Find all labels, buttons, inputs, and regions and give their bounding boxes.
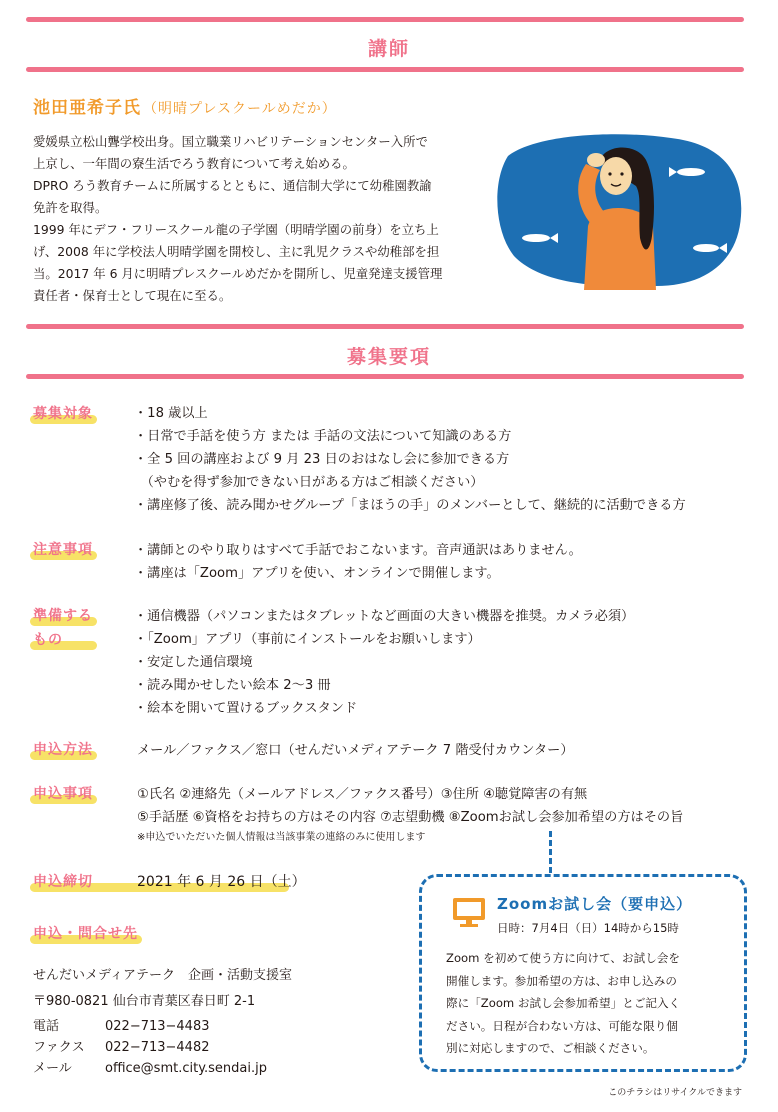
notes-label: 注意事項 [33,539,93,561]
recruitment-bottom-rule [26,374,744,379]
zoom-body-line: 開催します。参加希望の方は、お申し込みの [446,973,677,988]
list-item: ・講座修了後、読み聞かせグループ「まほうの手」のメンバーとして、継続的に活動できる方 [134,498,686,513]
zoom-body-line: ださい。日程が合わない方は、可能な限り個 [446,1018,678,1033]
zoom-connector-line [549,831,552,873]
bio-line: 愛媛県立松山聾学校出身。国立職業リハビリテーションセンター入所で [33,134,428,149]
bio-line: 免許を取得。 [33,200,108,215]
recruitment-section-title: 募集要項 [346,346,431,368]
list-item: ・講座は「Zoom」アプリを使い、オンラインで開催します。 [134,566,500,581]
zoom-body-line: 際に「Zoom お試し会参加希望」とご記入く [446,996,681,1010]
list-item: ・読み聞かせしたい絵本 2〜3 冊 [134,678,331,693]
privacy-note: ※申込でいただいた個人情報は当該事業の連絡のみに使用します [137,832,426,843]
bio-line: 責任者・保育士として現在に至る。 [33,288,232,303]
zoom-trial-title: Zoomお試し会（要申込） [497,895,693,913]
instructor-bottom-rule [26,67,744,72]
target-label: 募集対象 [33,403,93,425]
method-value: メール／ファクス／窓口（せんだいメディアテーク 7 階受付カウンター） [137,743,574,758]
instructor-section-title: 講師 [367,38,410,60]
list-item: ・「Zoom」アプリ（事前にインストールをお願いします） [134,632,481,647]
notes-list [134,539,582,585]
contact-fax-row: ファクス 022−713−4482 [33,1040,210,1055]
contact-address: 〒980-0821 仙台市青葉区春日町 2-1 [33,994,256,1009]
bio-line: 1999 年にデフ・フリースクール龍の子学園（明晴学園の前身）を立ち上 [33,222,439,237]
bio-line: げ、2008 年に学校法人明晴学園を開校し、主に乳児クラスや幼稚部を担 [33,244,440,259]
monitor-icon [452,897,486,929]
instructor-bio [33,131,485,307]
details-list [137,783,683,847]
target-list [134,402,686,517]
fax-number: 022−713−4482 [105,1040,210,1055]
zoom-body-line: Zoom を初めて使う方に向けて、お試し会を [446,951,680,965]
list-item: ・安定した通信環境 [134,655,253,670]
instructor-illustration [496,126,746,290]
list-item: ・講師とのやり取りはすべて手話でおこないます。音声通訳はありません。 [134,543,582,558]
prepare-list [134,605,634,720]
list-item: ・18 歳以上 [134,406,208,421]
zoom-body-line: 別に対応しますので、ご相談ください。 [446,1041,655,1055]
prepare-label: 準備する もの [33,605,93,651]
deadline-label: 申込締切 [33,871,93,893]
deadline-value: 2021 年 6 月 26 日（土） [137,874,306,890]
recycle-note: このチラシはリサイクルできます [608,1088,742,1098]
mail-address: office@smt.city.sendai.jp [105,1061,267,1076]
bio-line: DPRO ろう教育チームに所属するとともに、通信制大学にて幼稚園教諭 [33,178,432,193]
bio-line: 当。2017 年 6 月に明晴プレスクールめだかを開所し、児童発達支援管理 [33,266,443,281]
details-line: ⑤手話歴 ⑥資格をお持ちの方はその内容 ⑦志望動機 ⑧Zoomお試し会参加希望の方はその旨 [137,810,684,825]
zoom-trial-box [419,874,747,1072]
instructor-affiliation: （明晴プレスクールめだか） [143,101,337,117]
instructor-name-heading [33,93,337,118]
contact-mail-row: メール office@smt.city.sendai.jp [33,1061,267,1076]
list-item: ・日常で手話を使う方 または 手話の文法について知識のある方 [134,429,512,444]
zoom-trial-date: 日時：7月4日（日）14時から15時 [497,921,679,935]
phone-number: 022−713−4483 [105,1019,210,1034]
details-label: 申込事項 [33,783,93,805]
contact-phone-row: 電話 022−713−4483 [33,1019,210,1034]
bio-line: 上京し、一年間の寮生活でろう教育について考え始める。 [33,156,355,171]
contact-org: せんだいメディアテーク 企画・活動支援室 [33,968,292,983]
top-rule [26,17,744,22]
list-item: ・全 5 回の講座および 9 月 23 日のおはなし会に参加できる方 [134,452,510,467]
zoom-trial-body [446,947,736,1060]
list-item: ・絵本を開いて置けるブックスタンド [134,701,358,716]
method-label: 申込方法 [33,739,93,761]
list-item: （やむを得ず参加できない日がある方はご相談ください） [134,475,484,490]
recruitment-top-rule [26,324,744,329]
list-item: ・通信機器（パソコンまたはタブレットなど画面の大きい機器を推奨。カメラ必須） [134,609,635,624]
contact-label: 申込・問合せ先 [33,923,138,945]
details-line: ①氏名 ②連絡先（メールアドレス／ファクス番号）③住所 ④聴覚障害の有無 [137,787,588,802]
instructor-name: 池田亜希子氏 [33,98,141,118]
